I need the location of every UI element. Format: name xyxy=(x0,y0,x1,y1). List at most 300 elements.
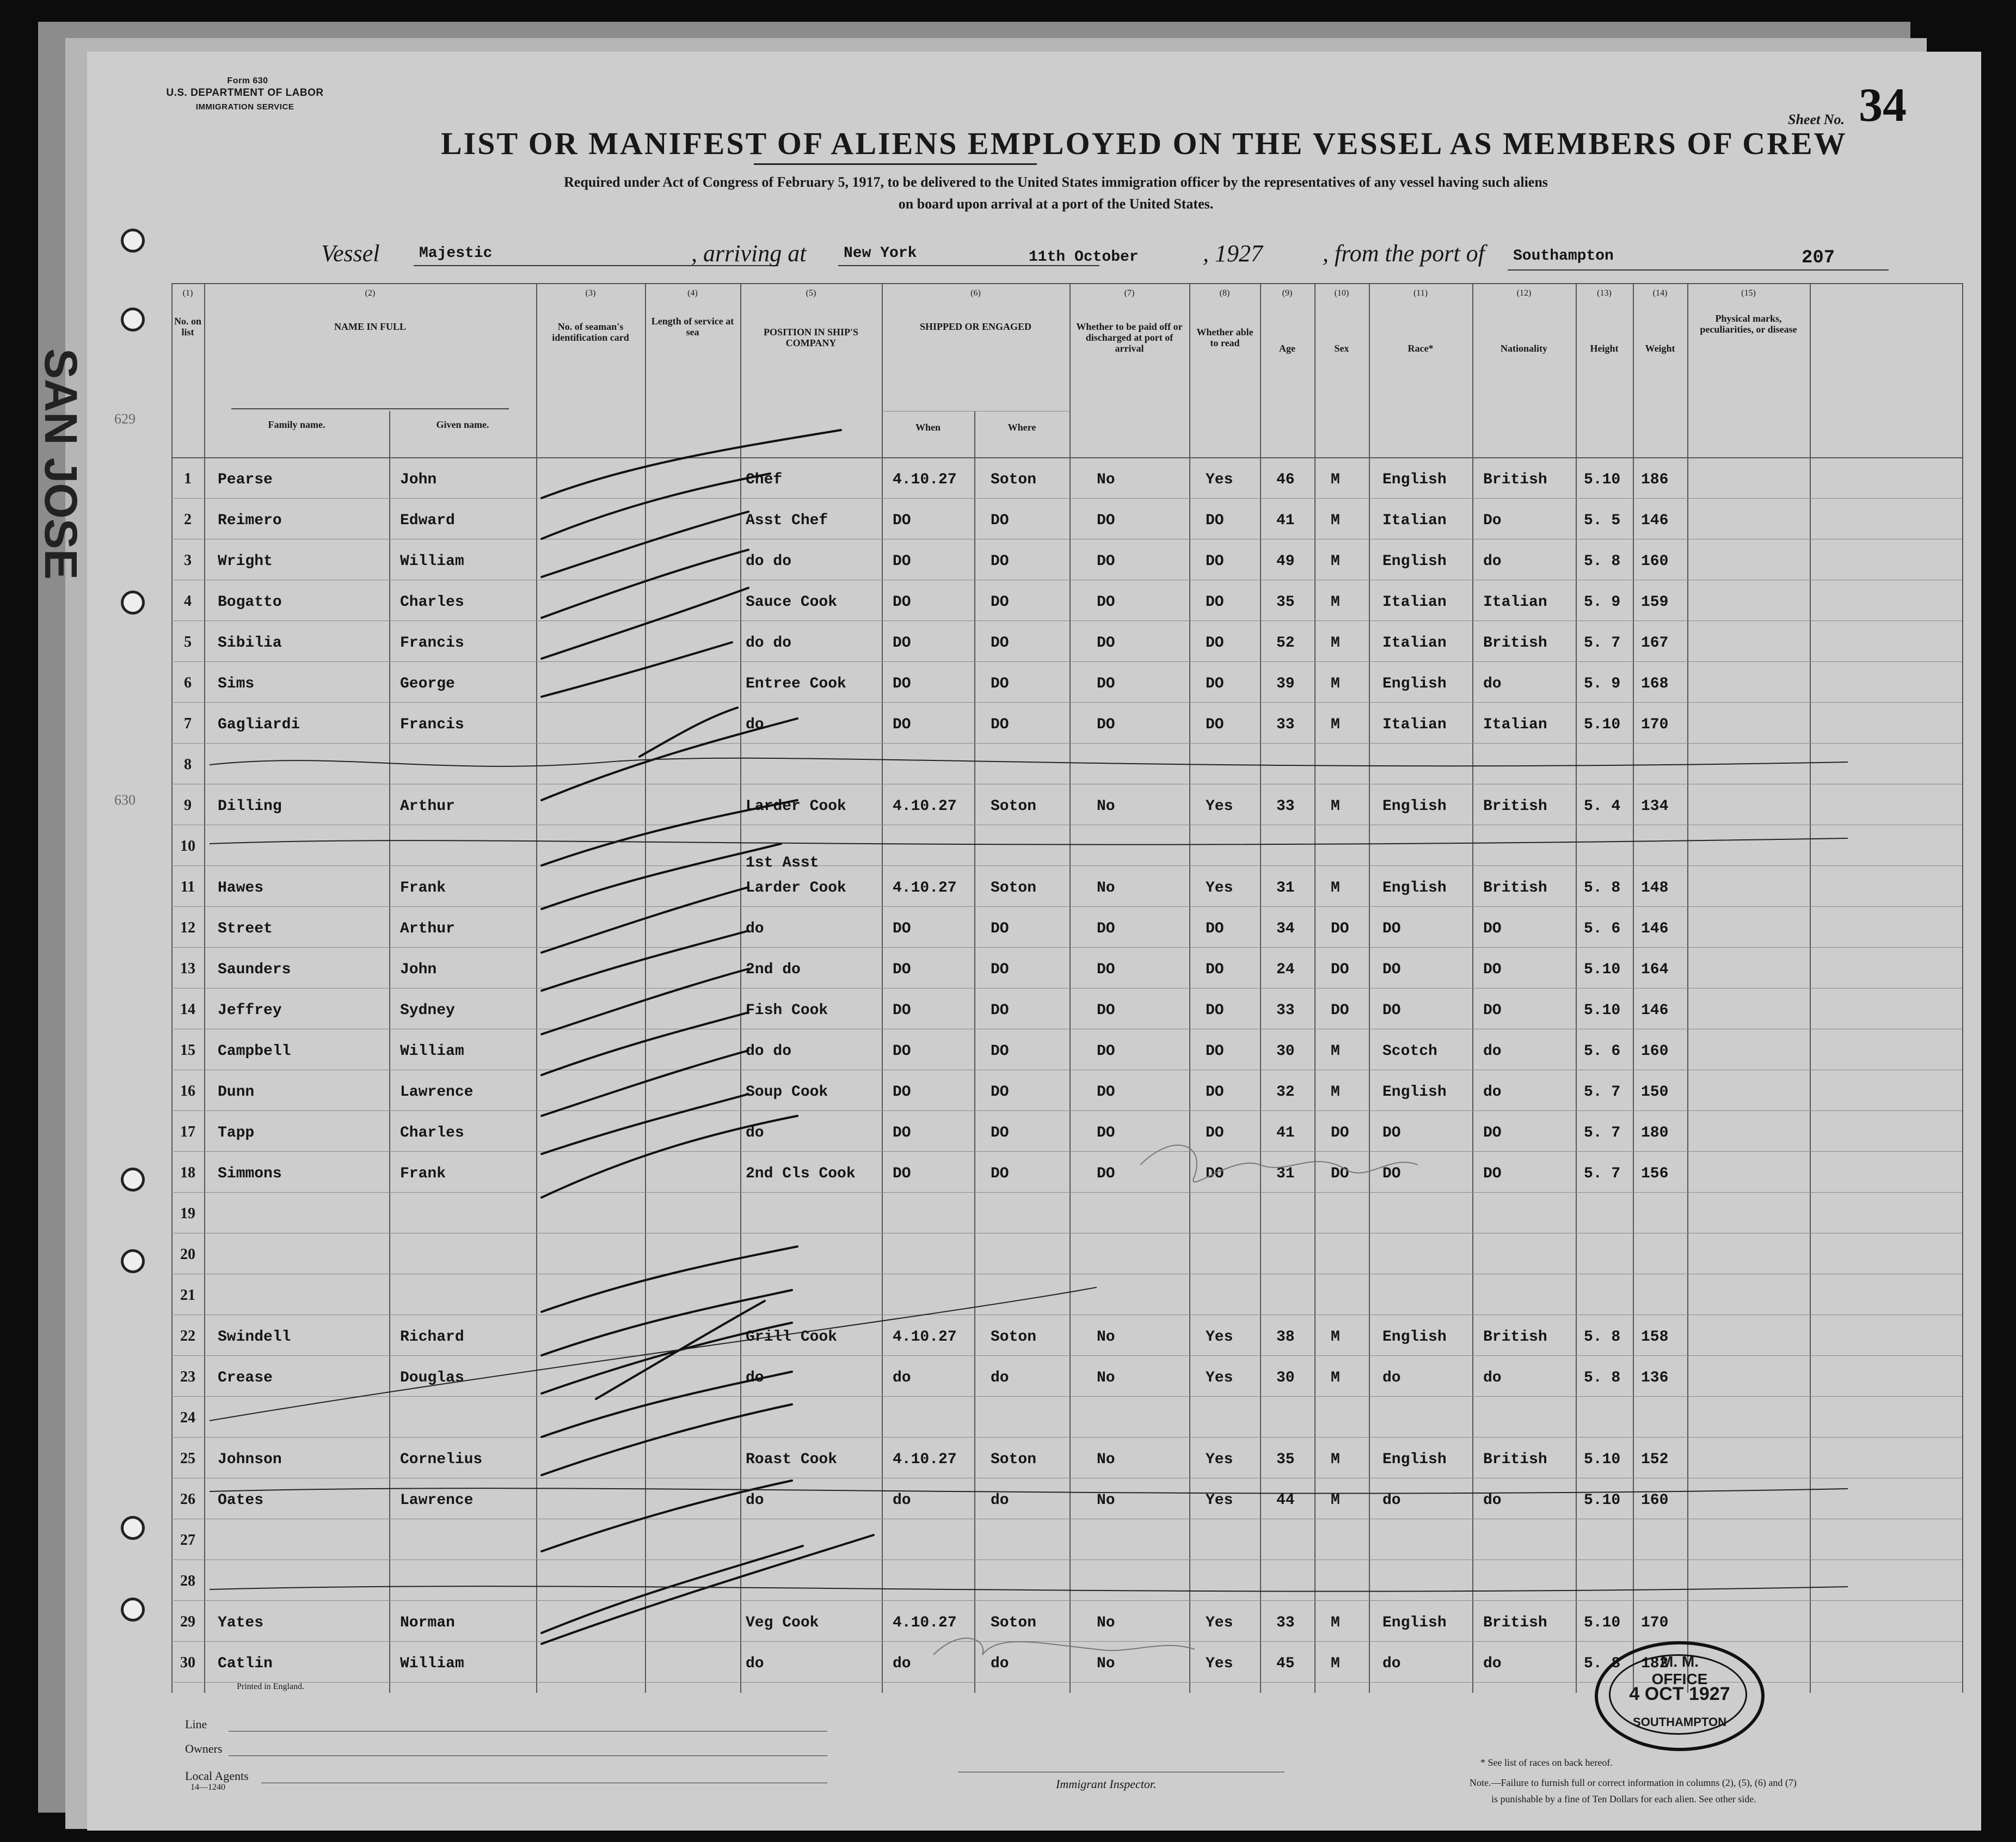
header-weight: Weight xyxy=(1645,343,1675,354)
col-number: (13) xyxy=(1597,288,1612,298)
cell-family-name: Simmons xyxy=(218,1165,282,1182)
footer-agents-label: Local Agents xyxy=(185,1769,249,1783)
col-number: (7) xyxy=(1124,288,1135,298)
cell-race: DO xyxy=(1382,1125,1401,1141)
cell-age: 33 xyxy=(1276,1614,1295,1631)
cell-sex: DO xyxy=(1331,920,1349,937)
cell-shipped-where: do xyxy=(991,1370,1009,1386)
cell-race: Italian xyxy=(1382,635,1447,652)
cell-nationality: British xyxy=(1483,1614,1547,1631)
cell-weight: 158 xyxy=(1641,1329,1669,1346)
cell-height: 5. 4 xyxy=(1584,798,1621,815)
cell-weight: 136 xyxy=(1641,1370,1669,1386)
sheet-number: 34 xyxy=(1859,79,1907,132)
cell-family-name: Johnson xyxy=(218,1451,282,1468)
cell-sex: DO xyxy=(1331,1165,1349,1182)
cell-nationality: British xyxy=(1483,880,1547,897)
cell-shipped-where: do xyxy=(991,1655,1009,1672)
margin-number: 630 xyxy=(114,792,136,808)
cell-given-name: Francis xyxy=(400,635,464,652)
cell-position: do xyxy=(746,1370,764,1386)
cell-family-name: Swindell xyxy=(218,1329,291,1346)
cell-paid-off: DO xyxy=(1097,676,1115,692)
cell-family-name: Saunders xyxy=(218,961,291,978)
cell-shipped-when: DO xyxy=(893,594,911,611)
cell-position: Chef xyxy=(746,471,783,488)
row-number: 4 xyxy=(184,593,192,610)
cell-sex: M xyxy=(1331,1370,1340,1386)
cell-position: Larder Cook xyxy=(746,798,846,815)
col-number: (1) xyxy=(182,288,193,298)
row-number: 8 xyxy=(184,756,192,773)
cell-weight: 170 xyxy=(1641,1614,1669,1631)
cell-nationality: do xyxy=(1483,1370,1502,1386)
cell-weight: 186 xyxy=(1641,471,1669,488)
cell-able-to-read: DO xyxy=(1206,920,1224,937)
punch-hole xyxy=(121,591,145,615)
cell-height: 5. 6 xyxy=(1584,920,1621,937)
punch-hole xyxy=(121,1598,145,1622)
cell-able-to-read: Yes xyxy=(1206,1451,1233,1468)
cell-nationality: do xyxy=(1483,1655,1502,1672)
cell-given-name: John xyxy=(400,961,437,978)
header-name: NAME IN FULL xyxy=(334,321,406,332)
cell-paid-off: DO xyxy=(1097,512,1115,529)
margin-number: 629 xyxy=(114,411,136,427)
title-rule xyxy=(754,163,1037,165)
header-when: When xyxy=(915,422,941,433)
cell-height: 5.10 xyxy=(1584,1492,1621,1509)
department: U.S. DEPARTMENT OF LABOR xyxy=(166,87,324,99)
col-number: (8) xyxy=(1219,288,1230,298)
cell-height: 5. 8 xyxy=(1584,1655,1621,1672)
cell-sex: M xyxy=(1331,1451,1340,1468)
cell-shipped-when: 4.10.27 xyxy=(893,1614,957,1631)
cell-weight: 160 xyxy=(1641,553,1669,570)
cell-able-to-read: DO xyxy=(1206,1125,1224,1141)
cell-able-to-read: DO xyxy=(1206,553,1224,570)
cell-race: English xyxy=(1382,1084,1447,1101)
cell-position: do xyxy=(746,1492,764,1509)
cell-age: 30 xyxy=(1276,1370,1295,1386)
arrival-date: 11th October xyxy=(1029,249,1139,266)
subtitle-line-1: Required under Act of Congress of February 5, 1917, to be delivered to the United States immigration officer by the representatives of any vessel having such aliens xyxy=(564,174,1548,190)
cell-paid-off: No xyxy=(1097,798,1115,815)
cell-weight: 156 xyxy=(1641,1165,1669,1182)
cell-race: English xyxy=(1382,1451,1447,1468)
cell-height: 5.10 xyxy=(1584,1614,1621,1631)
row-number: 5 xyxy=(184,634,192,650)
cell-family-name: Hawes xyxy=(218,880,264,897)
cell-shipped-when: DO xyxy=(893,553,911,570)
cell-able-to-read: Yes xyxy=(1206,1655,1233,1672)
cell-shipped-when: DO xyxy=(893,1125,911,1141)
cell-sex: DO xyxy=(1331,1125,1349,1141)
row-number: 29 xyxy=(180,1613,195,1630)
pen-stroke xyxy=(542,512,748,577)
cell-nationality: Italian xyxy=(1483,594,1547,611)
cell-given-name: Douglas xyxy=(400,1370,464,1386)
cell-sex: M xyxy=(1331,798,1340,815)
cell-shipped-when: 4.10.27 xyxy=(893,880,957,897)
cell-race: DO xyxy=(1382,920,1401,937)
pen-stroke xyxy=(542,474,770,539)
cell-height: 5. 5 xyxy=(1584,512,1621,529)
cell-height: 5. 8 xyxy=(1584,553,1621,570)
header-marks: Physical marks, peculiarities, or disease xyxy=(1700,313,1797,335)
pen-stroke xyxy=(542,969,748,1034)
cell-family-name: Tapp xyxy=(218,1125,255,1141)
cell-race: do xyxy=(1382,1492,1401,1509)
cell-weight: 160 xyxy=(1641,1492,1669,1509)
footer-code: 14—1240 xyxy=(190,1783,225,1792)
cancel-line-8 xyxy=(210,758,1848,766)
cell-weight: 150 xyxy=(1641,1084,1669,1101)
cell-nationality: British xyxy=(1483,798,1547,815)
cell-shipped-when: 4.10.27 xyxy=(893,798,957,815)
page-title: LIST OR MANIFEST OF ALIENS EMPLOYED ON THE VESSEL AS MEMBERS OF CREW xyxy=(441,126,1847,161)
row-number: 7 xyxy=(184,715,192,732)
cell-height: 5. 7 xyxy=(1584,635,1621,652)
cell-shipped-when: do xyxy=(893,1492,911,1509)
cell-nationality: do xyxy=(1483,1492,1502,1509)
col-number: (4) xyxy=(687,288,698,298)
cell-sex: M xyxy=(1331,880,1340,897)
cell-sex: M xyxy=(1331,716,1340,733)
cell-race: Italian xyxy=(1382,594,1447,611)
pen-stroke xyxy=(542,1546,803,1633)
cell-shipped-where: Soton xyxy=(991,1451,1037,1468)
cancel-line-19-21 xyxy=(210,1287,1097,1421)
cell-nationality: British xyxy=(1483,1329,1547,1346)
cell-height: 5. 8 xyxy=(1584,1370,1621,1386)
row-number: 21 xyxy=(180,1287,195,1304)
header-where: Where xyxy=(1007,422,1036,433)
cell-given-name: Lawrence xyxy=(400,1492,474,1509)
cell-paid-off: DO xyxy=(1097,1002,1115,1019)
cell-given-name: Charles xyxy=(400,594,464,611)
cell-weight: 164 xyxy=(1641,961,1669,978)
cell-age: 41 xyxy=(1276,512,1295,529)
note-fine-2: is punishable by a fine of Ten Dollars for each alien. See other side. xyxy=(1491,1794,1756,1804)
cell-able-to-read: DO xyxy=(1206,961,1224,978)
cell-family-name: Crease xyxy=(218,1370,273,1386)
cell-nationality: British xyxy=(1483,1451,1547,1468)
row-number: 19 xyxy=(180,1205,195,1222)
header-no: No. on list xyxy=(174,316,201,337)
cell-age: 35 xyxy=(1276,1451,1295,1468)
col-number: (2) xyxy=(365,288,376,298)
cell-family-name: Bogatto xyxy=(218,594,282,611)
row-number: 10 xyxy=(180,838,195,855)
cell-nationality: DO xyxy=(1483,1125,1502,1141)
cell-given-name: Cornelius xyxy=(400,1451,483,1468)
service: IMMIGRATION SERVICE xyxy=(195,102,294,112)
cell-sex: M xyxy=(1331,635,1340,652)
cell-shipped-where: Soton xyxy=(991,471,1037,488)
cell-given-name: Lawrence xyxy=(400,1084,474,1101)
cell-age: 32 xyxy=(1276,1084,1295,1101)
cell-sex: M xyxy=(1331,1084,1340,1101)
cell-shipped-where: DO xyxy=(991,594,1009,611)
pen-stroke xyxy=(542,1247,797,1312)
cell-shipped-where: DO xyxy=(991,1125,1009,1141)
cell-shipped-when: DO xyxy=(893,676,911,692)
cell-sex: M xyxy=(1331,594,1340,611)
cell-shipped-when: do xyxy=(893,1655,911,1672)
cell-paid-off: No xyxy=(1097,1451,1115,1468)
cell-race: English xyxy=(1382,798,1447,815)
cell-age: 49 xyxy=(1276,553,1295,570)
cell-paid-off: DO xyxy=(1097,594,1115,611)
cell-position: 2nd Cls Cook xyxy=(746,1165,856,1182)
cell-nationality: British xyxy=(1483,471,1547,488)
cell-position: do xyxy=(746,920,764,937)
cell-shipped-where: DO xyxy=(991,1084,1009,1101)
header-paid: Whether to be paid off or discharged at port of arrival xyxy=(1076,321,1183,354)
cell-height: 5. 8 xyxy=(1584,880,1621,897)
cell-sex: M xyxy=(1331,1492,1340,1509)
cell-position: Larder Cook xyxy=(746,880,846,897)
cell-race: Scotch xyxy=(1382,1043,1437,1060)
row-number: 28 xyxy=(180,1573,195,1589)
footer-owners-label: Owners xyxy=(185,1742,223,1755)
cell-weight: 134 xyxy=(1641,798,1669,815)
arrival-year: , 1927 xyxy=(1203,240,1263,267)
footer-line-label: Line xyxy=(185,1717,207,1731)
pen-stroke xyxy=(542,642,732,697)
col-number: (14) xyxy=(1652,288,1668,298)
cell-shipped-where: DO xyxy=(991,553,1009,570)
cell-sex: M xyxy=(1331,1043,1340,1060)
punch-hole xyxy=(121,1516,145,1540)
cell-able-to-read: DO xyxy=(1206,635,1224,652)
cell-race: English xyxy=(1382,1614,1447,1631)
cell-able-to-read: DO xyxy=(1206,512,1224,529)
cell-able-to-read: DO xyxy=(1206,716,1224,733)
cell-family-name: Oates xyxy=(218,1492,264,1509)
cell-sex: DO xyxy=(1331,961,1349,978)
cell-height: 5. 7 xyxy=(1584,1084,1621,1101)
cell-weight: 159 xyxy=(1641,594,1669,611)
cell-age: 46 xyxy=(1276,471,1295,488)
cell-weight: 146 xyxy=(1641,512,1669,529)
cell-nationality: do xyxy=(1483,676,1502,692)
cell-shipped-when: DO xyxy=(893,1002,911,1019)
cell-age: 44 xyxy=(1276,1492,1295,1509)
cell-weight: 167 xyxy=(1641,635,1669,652)
cell-paid-off: DO xyxy=(1097,961,1115,978)
printed-in: Printed in England. xyxy=(237,1682,304,1691)
cell-given-name: Charles xyxy=(400,1125,464,1141)
cell-shipped-where: DO xyxy=(991,512,1009,529)
cell-family-name: Pearse xyxy=(218,471,273,488)
cell-able-to-read: Yes xyxy=(1206,1614,1233,1631)
cell-able-to-read: DO xyxy=(1206,1084,1224,1101)
row-number: 16 xyxy=(180,1083,195,1100)
row-number: 20 xyxy=(180,1246,195,1263)
cell-given-name: Norman xyxy=(400,1614,455,1631)
cell-shipped-when: 4.10.27 xyxy=(893,471,957,488)
pen-strokes xyxy=(171,283,1962,1660)
pen-stroke xyxy=(542,430,841,498)
cell-age: 31 xyxy=(1276,1165,1295,1182)
cell-weight: 180 xyxy=(1641,1125,1669,1141)
pen-stroke xyxy=(542,887,748,953)
header-nationality: Nationality xyxy=(1500,343,1547,354)
cell-race: do xyxy=(1382,1370,1401,1386)
cell-paid-off: No xyxy=(1097,1370,1115,1386)
cell-age: 33 xyxy=(1276,798,1295,815)
col-number: (15) xyxy=(1741,288,1756,298)
cell-paid-off: DO xyxy=(1097,635,1115,652)
cell-paid-off: DO xyxy=(1097,1084,1115,1101)
cell-able-to-read: Yes xyxy=(1206,471,1233,488)
cell-sex: M xyxy=(1331,553,1340,570)
vessel-label: Vessel xyxy=(321,240,380,267)
stamp-place: SOUTHAMPTON xyxy=(1633,1715,1726,1729)
cell-shipped-where: DO xyxy=(991,1043,1009,1060)
cell-family-name: Sims xyxy=(218,676,255,692)
cell-height: 5. 9 xyxy=(1584,676,1621,692)
cell-able-to-read: DO xyxy=(1206,594,1224,611)
cell-age: 52 xyxy=(1276,635,1295,652)
row-number: 14 xyxy=(180,1001,195,1018)
cell-nationality: do xyxy=(1483,1043,1502,1060)
cell-age: 35 xyxy=(1276,594,1295,611)
arrival-port: New York xyxy=(844,245,917,262)
cell-paid-off: DO xyxy=(1097,1043,1115,1060)
cell-paid-off: DO xyxy=(1097,1165,1115,1182)
cell-weight: 160 xyxy=(1641,1043,1669,1060)
manifest-sheet xyxy=(87,52,1981,1831)
cell-given-name: Frank xyxy=(400,1165,446,1182)
cell-height: 5.10 xyxy=(1584,1451,1621,1468)
header-given: Given name. xyxy=(436,419,489,430)
cell-paid-off: DO xyxy=(1097,1125,1115,1141)
row-number: 26 xyxy=(180,1491,195,1508)
row-number: 2 xyxy=(184,511,192,528)
cell-shipped-where: DO xyxy=(991,635,1009,652)
cell-race: Italian xyxy=(1382,716,1447,733)
cell-family-name: Jeffrey xyxy=(218,1002,282,1019)
cell-paid-off: DO xyxy=(1097,553,1115,570)
header-race: Race* xyxy=(1407,343,1434,354)
cell-height: 5.10 xyxy=(1584,961,1621,978)
subtitle-line-2: on board upon arrival at a port of the United States. xyxy=(898,196,1214,212)
row-number: 25 xyxy=(180,1450,195,1467)
fill-rule xyxy=(229,1731,827,1732)
col-number: (9) xyxy=(1282,288,1293,298)
cell-position: do do xyxy=(746,635,792,652)
cell-height: 5. 7 xyxy=(1584,1165,1621,1182)
cell-position: Fish Cook xyxy=(746,1002,828,1019)
cell-shipped-when: 4.10.27 xyxy=(893,1451,957,1468)
cell-shipped-where: DO xyxy=(991,1002,1009,1019)
cell-shipped-when: do xyxy=(893,1370,911,1386)
col-number: (6) xyxy=(970,288,981,298)
stamp-date: 4 OCT 1927 xyxy=(1629,1684,1730,1704)
cell-family-name: Wright xyxy=(218,553,273,570)
cell-shipped-when: DO xyxy=(893,1043,911,1060)
cell-family-name: Street xyxy=(218,920,273,937)
row-number: 24 xyxy=(180,1409,195,1426)
cell-race: Italian xyxy=(1382,512,1447,529)
cell-nationality: DO xyxy=(1483,920,1502,937)
cell-position: Entree Cook xyxy=(746,676,846,692)
row-number: 11 xyxy=(180,879,195,895)
cell-age: 33 xyxy=(1276,716,1295,733)
cell-family-name: Dilling xyxy=(218,798,282,815)
cell-position: Asst Chef xyxy=(746,512,828,529)
cell-shipped-when: DO xyxy=(893,716,911,733)
cell-position: Grill Cook xyxy=(746,1329,838,1346)
cell-shipped-where: Soton xyxy=(991,1329,1037,1346)
cell-nationality: DO xyxy=(1483,961,1502,978)
cell-age: 38 xyxy=(1276,1329,1295,1346)
pen-stroke xyxy=(542,1404,792,1475)
pen-stroke xyxy=(542,588,748,659)
cell-position: Veg Cook xyxy=(746,1614,819,1631)
col-number: (12) xyxy=(1516,288,1532,298)
note-fine-1: Note.—Failure to furnish full or correct information in columns (2), (5), (6) and (7) xyxy=(1470,1777,1797,1788)
cell-family-name: Reimero xyxy=(218,512,282,529)
cancel-line-24 xyxy=(210,1488,1848,1493)
pen-stroke xyxy=(542,1481,792,1551)
cell-age: 33 xyxy=(1276,1002,1295,1019)
cell-able-to-read: Yes xyxy=(1206,1492,1233,1509)
cell-shipped-when: DO xyxy=(893,961,911,978)
cell-height: 5. 6 xyxy=(1584,1043,1621,1060)
cell-shipped-when: 4.10.27 xyxy=(893,1329,957,1346)
cell-given-name: William xyxy=(400,1043,464,1060)
fill-rule xyxy=(229,1755,827,1756)
cell-age: 34 xyxy=(1276,920,1295,937)
header-height: Height xyxy=(1590,343,1619,354)
cancel-line-27 xyxy=(210,1586,1848,1591)
row-number: 9 xyxy=(184,797,192,814)
cell-race: English xyxy=(1382,880,1447,897)
cell-nationality: Do xyxy=(1483,512,1502,529)
cell-shipped-where: DO xyxy=(991,920,1009,937)
cell-weight: 170 xyxy=(1641,716,1669,733)
cell-nationality: DO xyxy=(1483,1165,1502,1182)
pen-stroke xyxy=(542,1051,748,1116)
cell-family-name: Gagliardi xyxy=(218,716,300,733)
cell-height: 5. 9 xyxy=(1584,594,1621,611)
cell-paid-off: DO xyxy=(1097,716,1115,733)
cell-race: English xyxy=(1382,676,1447,692)
cell-race: English xyxy=(1382,471,1447,488)
arriving-label: , arriving at xyxy=(691,240,807,267)
cell-sex: M xyxy=(1331,512,1340,529)
row-number: 30 xyxy=(180,1654,195,1671)
col-number: (5) xyxy=(806,288,816,298)
cell-shipped-where: DO xyxy=(991,676,1009,692)
row-number: 23 xyxy=(180,1368,195,1385)
cell-able-to-read: Yes xyxy=(1206,880,1233,897)
cell-able-to-read: DO xyxy=(1206,1002,1224,1019)
cell-family-name: Sibilia xyxy=(218,635,282,652)
cell-weight: 146 xyxy=(1641,1002,1669,1019)
departure-port: Southampton xyxy=(1513,248,1614,265)
cell-shipped-when: DO xyxy=(893,920,911,937)
row-number: 27 xyxy=(180,1532,195,1549)
cell-position: do do xyxy=(746,1043,792,1060)
inspector-signature-2 xyxy=(933,1638,1195,1655)
cell-paid-off: No xyxy=(1097,1492,1115,1509)
cell-position: do do xyxy=(746,553,792,570)
